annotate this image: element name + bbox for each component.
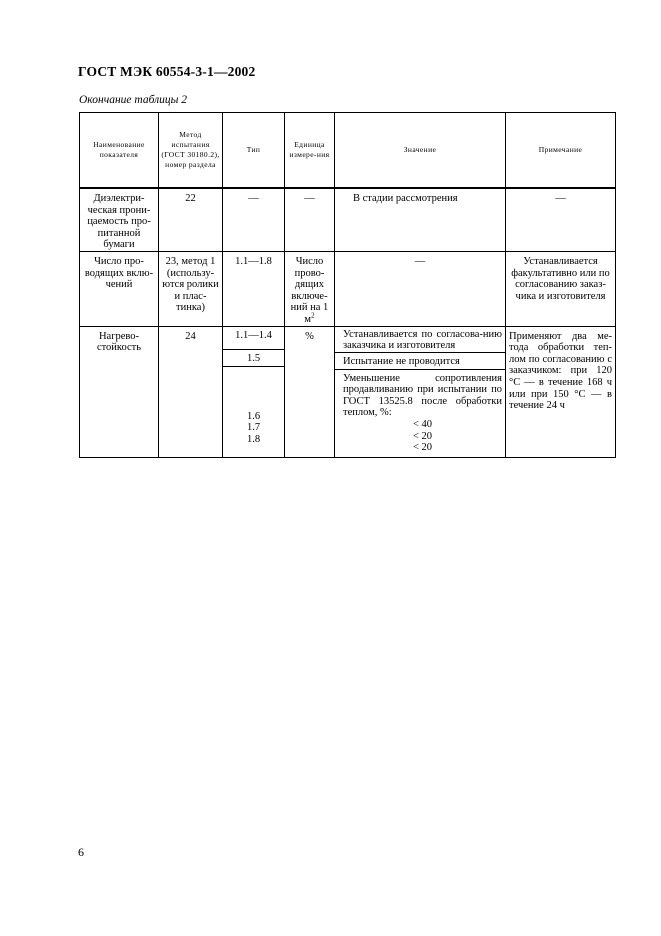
cell-type: 1.1—1.8	[223, 251, 285, 326]
value-reduction-text: Уменьшение сопротивления продавливанию при испытании по ГОСТ 13525.8 после обработки теплом, %:	[343, 372, 502, 419]
value-limit-1-8: < 20	[412, 442, 433, 454]
cell-unit	[285, 251, 335, 326]
page-number: 6	[78, 845, 84, 859]
type-1-5: 1.5	[223, 349, 284, 366]
col-header-method: Метод испытания (ГОСТ 30180.2), номер раздела	[159, 113, 223, 189]
cell-value: В стадии рассмотрения	[335, 188, 506, 251]
document-header: ГОСТ МЭК 60554-3-1—2002	[78, 64, 256, 79]
cell-value: —	[335, 251, 506, 326]
cell-unit: —	[285, 188, 335, 251]
value-reduction	[335, 369, 505, 457]
table-row	[80, 326, 616, 457]
cell-note: —	[506, 188, 616, 251]
spec-table	[79, 112, 616, 458]
table-caption: Окончание таблицы 2	[79, 94, 187, 106]
table-row	[80, 188, 616, 251]
type-1-1-1-4: 1.1—1.4	[235, 329, 272, 341]
value-by-agreement: Устанавливается по согласова-нию заказчика и изготовителя	[343, 328, 502, 352]
unit-text: Число прово-дящих включе-ний на 1 м	[290, 255, 329, 325]
cell-note: Устанавливается факультативно или по согласованию заказ-чика и изготовителя	[506, 251, 616, 326]
cell-name: Диэлектри-ческая прони-цаемость про-питанной бумаги	[80, 188, 159, 251]
unit-superscript: 2	[311, 311, 315, 320]
table-row	[80, 251, 616, 326]
cell-value-stack	[335, 326, 506, 457]
type-group	[223, 366, 284, 449]
cell-type: —	[223, 188, 285, 251]
col-header-value: Значение	[335, 113, 506, 189]
value-limit-1-6: < 40	[412, 418, 433, 430]
value-limit-1-7: < 20	[412, 430, 433, 442]
cell-method: 24	[159, 326, 223, 457]
cell-unit: %	[285, 326, 335, 457]
type-1-7: 1.7	[246, 422, 261, 434]
col-header-note: Примечание	[506, 113, 616, 189]
type-1-6: 1.6	[246, 410, 261, 422]
cell-type-stack	[223, 326, 285, 457]
type-1-8: 1.8	[246, 433, 261, 445]
cell-method: 22	[159, 188, 223, 251]
col-header-type: Тип	[223, 113, 285, 189]
table-header-row	[80, 113, 616, 189]
cell-note: Применяют два ме-тода обработки теп-лом по согласованию с заказчиком: при 120 °С — в течение 168 ч или при 150 °С — в течение 24 ч	[506, 326, 616, 457]
col-header-name: Наименование показателя	[80, 113, 159, 189]
cell-method: 23, метод 1 (использу-ются ролики и плас-тинка)	[159, 251, 223, 326]
cell-name: Число про-водящих вклю-чений	[80, 251, 159, 326]
cell-name: Нагрево-стойкость	[80, 326, 159, 457]
value-not-tested: Испытание не проводится	[335, 352, 505, 369]
col-header-unit: Единица измере-ния	[285, 113, 335, 189]
